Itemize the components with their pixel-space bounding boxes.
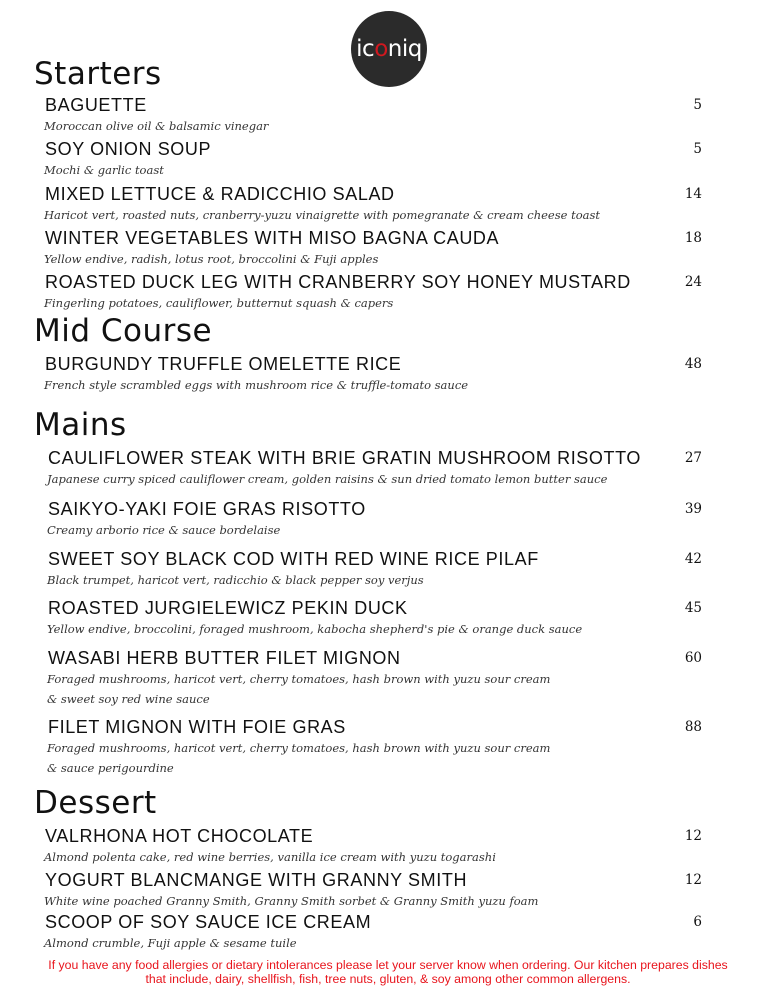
menu-item-name: SAIKYO-YAKI FOIE GRAS RISOTTO (48, 499, 366, 519)
menu-item-price: 5 (693, 141, 702, 157)
menu-item-price: 18 (684, 230, 702, 246)
section-title: Dessert (34, 785, 157, 821)
menu-item-description: Almond crumble, Fuji apple & sesame tuile (44, 936, 297, 950)
menu-item-price: 5 (693, 97, 702, 113)
logo-text (356, 36, 422, 62)
menu-item-name: CAULIFLOWER STEAK WITH BRIE GRATIN MUSHROOM RISOTTO (48, 448, 641, 468)
menu-item-price: 27 (684, 450, 702, 466)
allergy-notice-line: that include, dairy, shellfish, fish, tree nuts, gluten, & soy among other common allergens. (145, 972, 631, 986)
menu-item-name: BURGUNDY TRUFFLE OMELETTE RICE (45, 354, 402, 374)
menu-item-price: 88 (684, 719, 702, 735)
menu-item-description: Foraged mushrooms, haricot vert, cherry tomatoes, hash brown with yuzu sour cream (47, 672, 551, 686)
menu-item-name: MIXED LETTUCE & RADICCHIO SALAD (45, 184, 395, 204)
iconiq-logo (351, 11, 427, 87)
menu-item-name: SCOOP OF SOY SAUCE ICE CREAM (45, 912, 372, 932)
menu-item-price: 45 (684, 600, 702, 616)
menu-item-description: Fingerling potatoes, cauliflower, butternut squash & capers (44, 296, 394, 310)
menu-item-price: 12 (684, 872, 702, 888)
menu-item-description: White wine poached Granny Smith, Granny Smith sorbet & Granny Smith yuzu foam (44, 894, 539, 908)
menu-item-description: Moroccan olive oil & balsamic vinegar (44, 119, 269, 133)
menu-item-description: Haricot vert, roasted nuts, cranberry-yuzu vinaigrette with pomegranate & cream cheese toast (44, 208, 601, 222)
allergy-notice-line: If you have any food allergies or dietary intolerances please let your server know when ordering. Our kitchen prepares dishes (48, 958, 728, 972)
menu-item-description: Almond polenta cake, red wine berries, vanilla ice cream with yuzu togarashi (44, 850, 496, 864)
menu-item-name: WINTER VEGETABLES WITH MISO BAGNA CAUDA (45, 228, 500, 248)
menu-item-name: YOGURT BLANCMANGE WITH GRANNY SMITH (45, 870, 468, 890)
menu-item-name: FILET MIGNON WITH FOIE GRAS (48, 717, 346, 737)
menu-item-price: 24 (684, 274, 702, 290)
menu-item-description: French style scrambled eggs with mushroom rice & truffle-tomato sauce (44, 378, 469, 392)
logo-text-o: o (374, 36, 388, 62)
menu-item-price: 48 (684, 356, 702, 372)
menu-item-price: 39 (684, 501, 702, 517)
logo-text-part: niq (387, 36, 422, 62)
menu-item-price: 12 (684, 828, 702, 844)
menu-item-description: & sweet soy red wine sauce (47, 692, 210, 706)
menu-item-name: SWEET SOY BLACK COD WITH RED WINE RICE PILAF (48, 549, 539, 569)
menu-item-name: VALRHONA HOT CHOCOLATE (45, 826, 314, 846)
menu-item-name: BAGUETTE (45, 95, 147, 115)
menu-item-description: & sauce perigourdine (47, 761, 174, 775)
menu-item-description: Mochi & garlic toast (44, 163, 164, 177)
menu-item-description: Yellow endive, radish, lotus root, broccolini & Fuji apples (44, 252, 379, 266)
menu-item-name: WASABI HERB BUTTER FILET MIGNON (48, 648, 401, 668)
menu-item-name: ROASTED DUCK LEG WITH CRANBERRY SOY HONEY MUSTARD (45, 272, 631, 292)
menu-item-price: 60 (684, 650, 702, 666)
menu-item-description: Japanese curry spiced cauliflower cream, golden raisins & sun dried tomato lemon butter sauce (47, 472, 608, 486)
menu-item-description: Creamy arborio rice & sauce bordelaise (47, 523, 281, 537)
section-title: Mains (34, 407, 127, 443)
section-title: Starters (34, 56, 162, 92)
menu-item-price: 14 (684, 186, 702, 202)
section-title: Mid Course (34, 313, 213, 349)
menu-item-name: SOY ONION SOUP (45, 139, 212, 159)
menu-item-price: 42 (684, 551, 702, 567)
menu-item-description: Foraged mushrooms, haricot vert, cherry tomatoes, hash brown with yuzu sour cream (47, 741, 551, 755)
logo-text-part: ic (356, 36, 375, 62)
menu-item-description: Black trumpet, haricot vert, radicchio & black pepper soy verjus (47, 573, 424, 587)
menu-item-name: ROASTED JURGIELEWICZ PEKIN DUCK (48, 598, 408, 618)
menu-item-price: 6 (693, 914, 702, 930)
allergy-notice (0, 958, 776, 986)
menu-item-description: Yellow endive, broccolini, foraged mushroom, kabocha shepherd's pie & orange duck sauce (47, 622, 583, 636)
